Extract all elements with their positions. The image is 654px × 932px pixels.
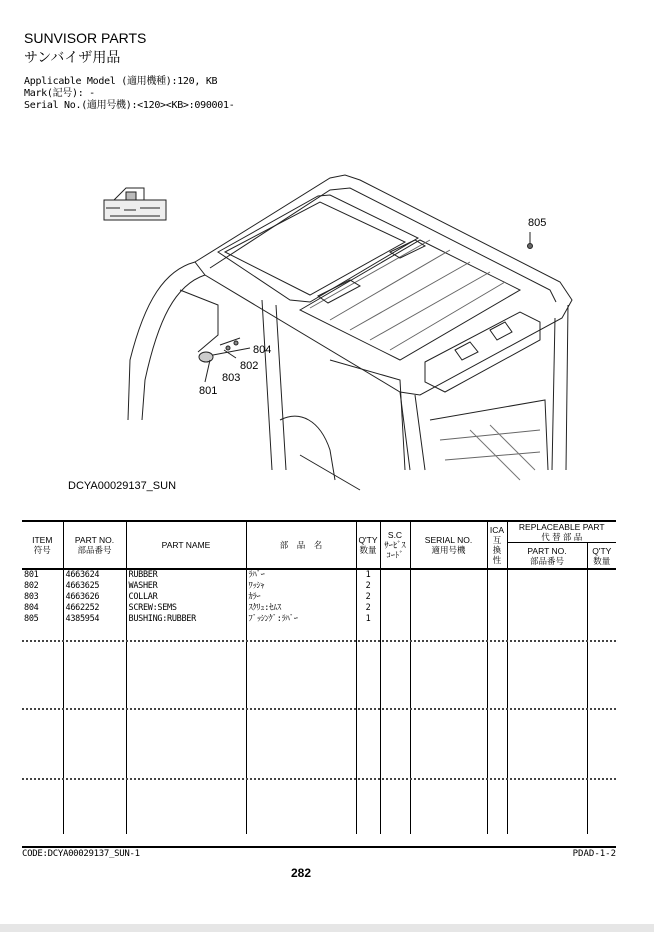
cell-empty [63, 625, 126, 834]
cell-qty: 2 [356, 592, 380, 603]
table-row [22, 569, 616, 581]
header-label: 代 替 部 品 [541, 532, 583, 542]
header-label: ITEM [32, 535, 53, 545]
header-replaceable [507, 521, 616, 543]
callout-802: 802 [240, 360, 259, 372]
cell-empty [507, 592, 587, 603]
cell-part-no: 4385954 [63, 614, 126, 625]
header-part-name [126, 521, 246, 569]
header-item [22, 521, 63, 569]
header-label: 数量 [593, 555, 611, 566]
header-name-jp [246, 521, 356, 569]
cell-empty [410, 614, 487, 625]
cell-empty [587, 603, 616, 614]
cell-empty [507, 569, 587, 581]
cell-name: WASHER [126, 581, 246, 592]
cell-qty: 1 [356, 614, 380, 625]
cell-empty [380, 603, 410, 614]
table-bottom-rule [22, 846, 616, 848]
cell-part-no: 4663624 [63, 569, 126, 581]
cell-name: COLLAR [126, 592, 246, 603]
cell-empty [410, 625, 487, 834]
cell-empty [410, 603, 487, 614]
cell-empty [410, 581, 487, 592]
table-row [22, 581, 616, 592]
footer-code: CODE:DCYA00029137_SUN-1 [22, 849, 140, 859]
diagram-code: DCYA00029137_SUN [68, 480, 177, 492]
cell-empty [507, 614, 587, 625]
cell-name-jp: ﾗﾊﾞｰ [246, 569, 356, 581]
header-label: 部品番号 [77, 545, 112, 555]
cell-part-no: 4663626 [63, 592, 126, 603]
table-row [22, 603, 616, 614]
header-label: 適用号機 [431, 545, 466, 555]
table-filler-row [22, 625, 616, 834]
header-label: ICA [489, 525, 505, 535]
parts-table [22, 520, 616, 834]
cell-empty [587, 569, 616, 581]
cell-empty [380, 569, 410, 581]
header-label: 符号 [33, 545, 51, 555]
cell-qty: 2 [356, 603, 380, 614]
callout-801: 801 [199, 385, 218, 397]
cell-name: SCREW:SEMS [126, 603, 246, 614]
page-title: SUNVISOR PARTS [24, 30, 147, 46]
header-label: SERIAL NO. [424, 535, 473, 545]
header-label: 換 [492, 545, 502, 555]
viewer-bottom-bar [0, 924, 654, 932]
header-repl-qty [587, 543, 616, 570]
table-row [22, 614, 616, 625]
cell-empty [487, 581, 507, 592]
page-number: 282 [291, 866, 312, 880]
cell-empty [356, 625, 380, 834]
header-label: 性 [492, 555, 502, 565]
cell-empty [507, 603, 587, 614]
row-separator [22, 778, 616, 780]
header-label: Q'TY [358, 535, 378, 545]
header-serial [410, 521, 487, 569]
header-label: 数量 [359, 545, 377, 555]
cell-item: 804 [24, 603, 39, 613]
cell-item: 805 [24, 614, 39, 624]
header-ica [487, 521, 507, 569]
header-label: 部品番号 [529, 555, 564, 566]
cell-name-jp: ﾌﾞｯｼﾝｸﾞ:ﾗﾊﾞｰ [246, 614, 356, 625]
cell-empty [380, 581, 410, 592]
callout-805: 805 [528, 217, 547, 229]
header-part-no [63, 521, 126, 569]
mark: Mark(記号): - [24, 88, 95, 99]
header-label: REPLACEABLE PART [518, 522, 605, 532]
cell-name-jp: ﾜｯｼｬ [246, 581, 356, 592]
cell-name: RUBBER [126, 569, 246, 581]
callout-804: 804 [253, 344, 272, 356]
header-label: PART NO. [527, 545, 567, 556]
header-label: S.C [387, 530, 403, 540]
cell-qty: 2 [356, 581, 380, 592]
cell-part-no: 4663625 [63, 581, 126, 592]
cell-empty [410, 569, 487, 581]
cell-empty [587, 592, 616, 603]
cell-name-jp: ｶﾗｰ [246, 592, 356, 603]
cell-empty [126, 625, 246, 834]
cell-empty [587, 625, 616, 834]
cell-empty [22, 625, 63, 834]
header-label: ｻｰﾋﾞｽ [384, 540, 406, 550]
cell-empty [587, 581, 616, 592]
header-label: 部 品 名 [279, 540, 323, 550]
cell-empty [587, 614, 616, 625]
header-label: Q'TY [592, 545, 612, 556]
callout-803: 803 [222, 372, 241, 384]
footer-ref: PDAD-1-2 [572, 849, 616, 859]
serial-number: Serial No.(適用号機):<120><KB>:090001- [24, 100, 235, 111]
header-service-code [380, 521, 410, 569]
header-label: ｺｰﾄﾞ [386, 550, 404, 560]
cell-item: 803 [24, 592, 39, 602]
header-label: PART NO. [74, 535, 115, 545]
page-title-jp: サンバイザ用品 [24, 49, 121, 65]
cell-empty [487, 625, 507, 834]
cell-item: 802 [24, 581, 39, 591]
cell-empty [380, 614, 410, 625]
table-row [22, 592, 616, 603]
row-separator [22, 708, 616, 710]
machine-locator-icon [104, 188, 166, 220]
cell-empty [380, 625, 410, 834]
cell-empty [410, 592, 487, 603]
cell-name-jp: ｽｸﾘｭ:ｾﾑｽ [246, 603, 356, 614]
cell-empty [507, 581, 587, 592]
cell-item: 801 [24, 570, 39, 580]
applicable-model: Applicable Model (適用機種):120, KB [24, 76, 218, 87]
cell-empty [487, 569, 507, 581]
cell-empty [380, 592, 410, 603]
header-repl-part-no [507, 543, 587, 570]
header-label: PART NAME [161, 540, 211, 550]
cell-qty: 1 [356, 569, 380, 581]
cell-empty [487, 592, 507, 603]
cell-part-no: 4662252 [63, 603, 126, 614]
cell-empty [487, 614, 507, 625]
parts-diagram [0, 160, 654, 500]
cell-empty [246, 625, 356, 834]
row-separator [22, 640, 616, 642]
cell-empty [507, 625, 587, 834]
header-label: 互 [492, 535, 502, 545]
header-qty [356, 521, 380, 569]
cell-empty [487, 603, 507, 614]
cell-name: BUSHING:RUBBER [126, 614, 246, 625]
